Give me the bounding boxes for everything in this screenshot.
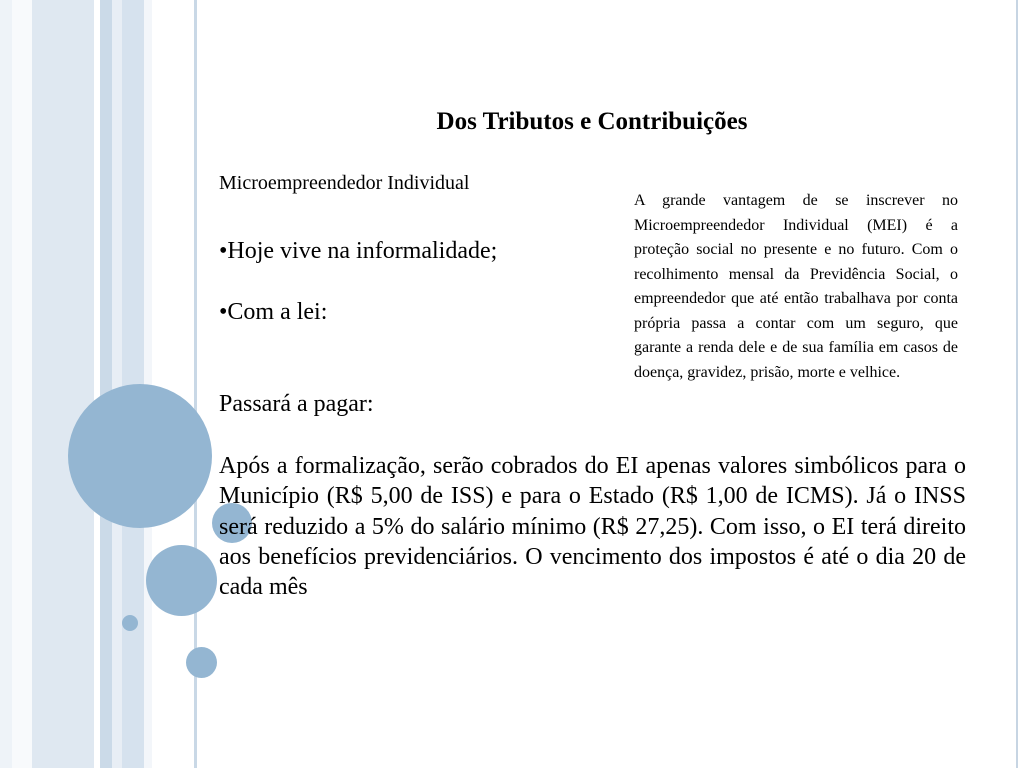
decorative-circle-small-2: [186, 647, 217, 678]
bullet-com-a-lei: •Com a lei:: [219, 299, 328, 325]
passara-a-pagar-label: Passará a pagar:: [219, 391, 374, 417]
background-stripe-3: [32, 0, 94, 768]
slide-title: Dos Tributos e Contribuições: [436, 108, 748, 135]
bullet-informalidade: •Hoje vive na informalidade;: [219, 238, 498, 264]
formalization-paragraph: Após a formalização, serão cobrados do EI apenas valores simbólicos para o Município (R$ 5,00 de ISS) e para o Estado (R$ 1,00 de ICMS). Já o INSS será reduzido a 5% do salário mínimo (R$ 27,25). Com isso, o EI terá direito aos benefícios previdenciários. O vencimento dos impostos é até o dia 20 de cada mês: [219, 453, 966, 601]
decorative-circle-tiny: [122, 615, 138, 631]
mei-advantage-paragraph: A grande vantagem de se inscrever no Microempreendedor Individual (MEI) é a proteção social no presente e no futuro. Com o recolhimento mensal da Previdência Social, o empreendedor que até então trabalhava por conta própria passa a contar com um seguro, que garante a renda dele e de sua família em casos de doença, gravidez, prisão, morte e velhice.: [634, 192, 958, 381]
background-stripe-2: [12, 0, 32, 768]
decorative-circle-large: [68, 384, 212, 528]
slide-subtitle: Microempreendedor Individual: [219, 172, 470, 194]
background-stripe-1: [0, 0, 12, 768]
decorative-circle-medium: [146, 545, 217, 616]
background-stripe-5: [100, 0, 112, 768]
right-border-line: [1016, 0, 1018, 768]
background-stripe-6: [112, 0, 122, 768]
